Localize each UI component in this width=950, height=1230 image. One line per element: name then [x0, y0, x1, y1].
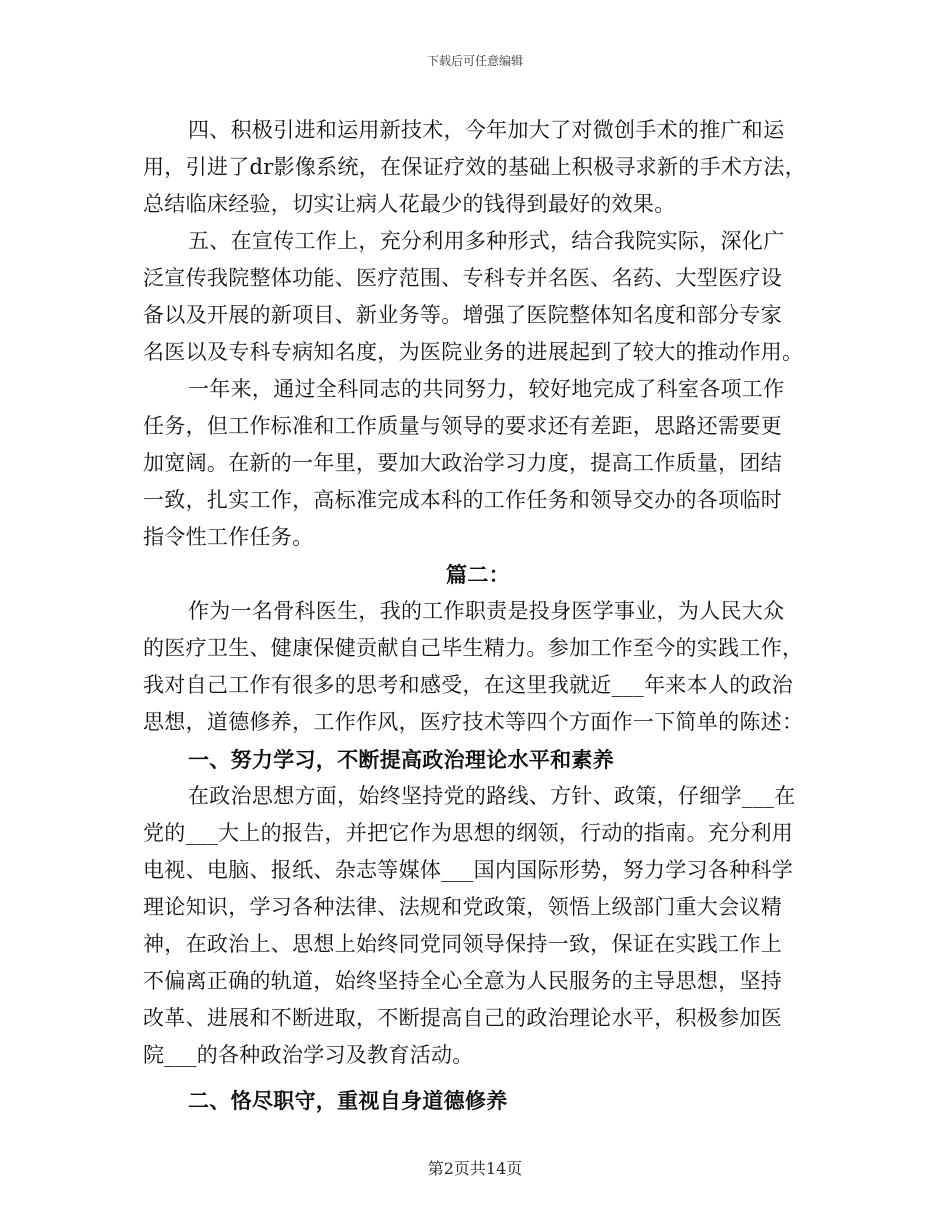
paragraph-line: 思想，道德修养，工作作风，医疗技术等四个方面作一下简单的陈述：: [143, 710, 804, 734]
subheading: 二、恪尽职守，重视自身道德修养: [188, 1088, 508, 1113]
paragraph-line: 作为一名骨科医生，我的工作职责是投身医学事业，为人民大众: [188, 599, 785, 623]
paragraph-line: 用，引进了dr影像系统，在保证疗效的基础上积极寻求新的手术方法，: [143, 155, 807, 179]
paragraph-line: 党的___大上的报告，并把它作为思想的纲领，行动的指南。充分利用: [143, 821, 794, 845]
paragraph-line: 加宽阔。在新的一年里，要加大政治学习力度，提高工作质量，团结: [143, 451, 782, 475]
paragraph-line: 改革、进展和不断进取，不断提高自己的政治理论水平，积极参加医: [143, 1006, 782, 1030]
paragraph-line: 电视、电脑、报纸、杂志等媒体___国内国际形势，努力学习各种科学: [143, 858, 794, 882]
paragraph-line: 神，在政治上、思想上始终同党同领导保持一致，保证在实践工作上: [143, 932, 782, 956]
paragraph-line: 总结临床经验，切实让病人花最少的钱得到最好的效果。: [143, 192, 676, 216]
paragraph-line: 不偏离正确的轨道，始终坚持全心全意为人民服务的主导思想，坚持: [143, 969, 782, 993]
section-title: 篇二：: [446, 562, 510, 587]
paragraph-line: 泛宣传我院整体功能、医疗范围、专科专并名医、名药、大型医疗设: [143, 266, 782, 290]
paragraph-line: 名医以及专科专病知名度，为医院业务的进展起到了较大的推动作用。: [143, 340, 804, 364]
page-footer: 第2页共14页: [427, 1159, 523, 1178]
paragraph-line: 一致，扎实工作，高标准完成本科的工作任务和领导交办的各项临时: [143, 488, 782, 512]
paragraph-line: 四、积极引进和运用新技术，今年加大了对微创手术的推广和运: [188, 118, 785, 142]
subheading: 一、努力学习，不断提高政治理论水平和素养: [188, 747, 614, 772]
paragraph-line: 理论知识，学习各种法律、法规和党政策，领悟上级部门重大会议精: [143, 895, 782, 919]
document-body: [143, 112, 813, 1119]
paragraph-line: 五、在宣传工作上，充分利用多种形式，结合我院实际，深化广: [188, 229, 785, 253]
paragraph-line: 我对自己工作有很多的思考和感受，在这里我就近___年来本人的政治: [143, 673, 794, 697]
paragraph-line: 一年来，通过全科同志的共同努力，较好地完成了科室各项工作: [188, 377, 785, 401]
paragraph-line: 院___的各种政治学习及教育活动。: [143, 1043, 474, 1067]
paragraph-line: 在政治思想方面，始终坚持党的路线、方针、政策，仔细学___在: [188, 784, 796, 808]
paragraph-line: 任务，但工作标准和工作质量与领导的要求还有差距，思路还需要更: [143, 414, 782, 438]
paragraph-line: 指令性工作任务。: [143, 525, 314, 549]
page-header: 下载后可任意编辑: [426, 54, 523, 68]
paragraph-line: 备以及开展的新项目、新业务等。增强了医院整体知名度和部分专家: [143, 303, 782, 327]
paragraph-line: 的医疗卫生、健康保健贡献自己毕生精力。参加工作至今的实践工作，: [143, 636, 804, 660]
